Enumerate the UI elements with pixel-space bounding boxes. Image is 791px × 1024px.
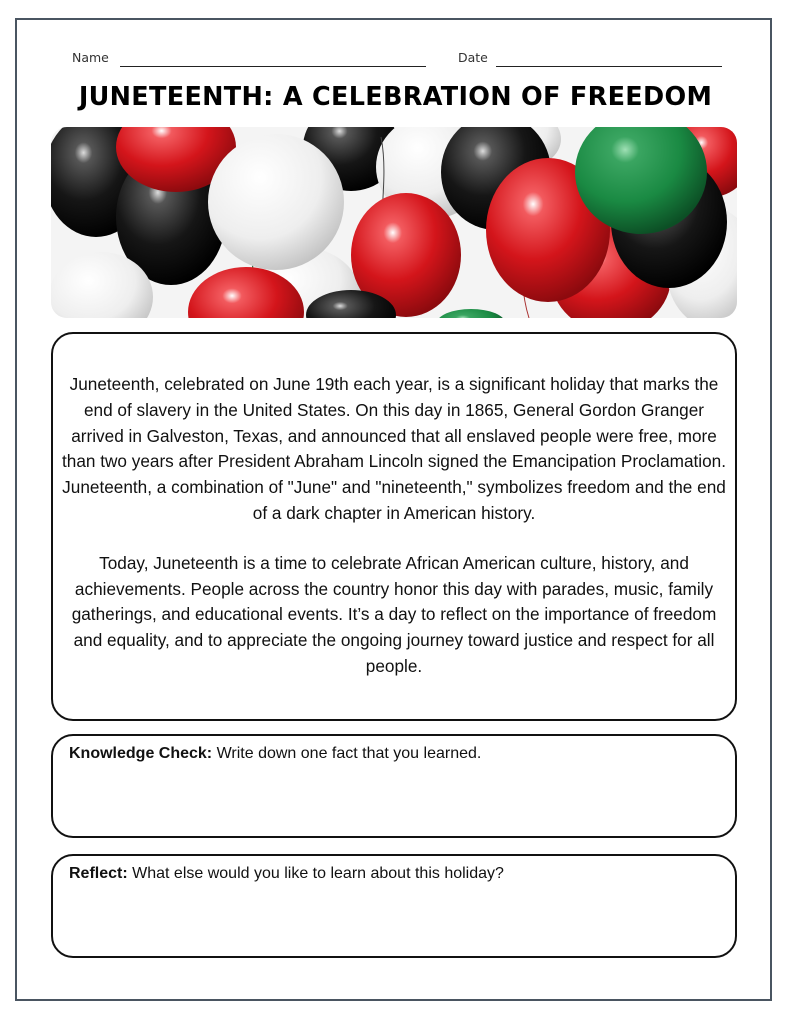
name-line[interactable] [120,66,426,67]
reading-passage-box [51,332,737,721]
date-line[interactable] [496,66,722,67]
knowledge-check-prompt: Write down one fact that you learned. [216,745,482,762]
reading-passage [53,372,735,680]
knowledge-check-label: Knowledge Check: [69,745,213,762]
worksheet-title: JUNETEENTH: A CELEBRATION OF FREEDOM [78,82,713,112]
date-label: Date [458,50,488,65]
reflect-prompt: What else would you like to learn about this holiday? [132,865,504,882]
knowledge-check-box[interactable] [51,734,737,838]
reflect-box[interactable] [51,854,737,958]
balloons-image [51,127,737,318]
reflect-question [69,865,504,883]
name-label: Name [72,50,109,65]
reading-paragraph-2: Today, Juneteenth is a time to celebrate African American culture, history, and achievements. People across the country honor this day with parades, music, family gatherings, and educational events. It’s a day to reflect on the importance of freedom and equality, and to appreciate the ongoing journey toward justice and respect for all people. [71,552,717,676]
reading-paragraph-1: Juneteenth, celebrated on June 19th each year, is a significant holiday that marks the end of slavery in the United States. On this day in 1865, General Gordon Granger arrived in Galveston, Texas, and announced that all enslaved people were free, more than two years after President Abraham Lincoln signed the Emancipation Proclamation. Juneteenth, a combination of "June" and "nineteenth," symbolizes freedom and the end of a dark chapter in American history. [61,374,726,523]
reflect-label: Reflect: [69,865,128,882]
knowledge-check-question [69,745,481,763]
